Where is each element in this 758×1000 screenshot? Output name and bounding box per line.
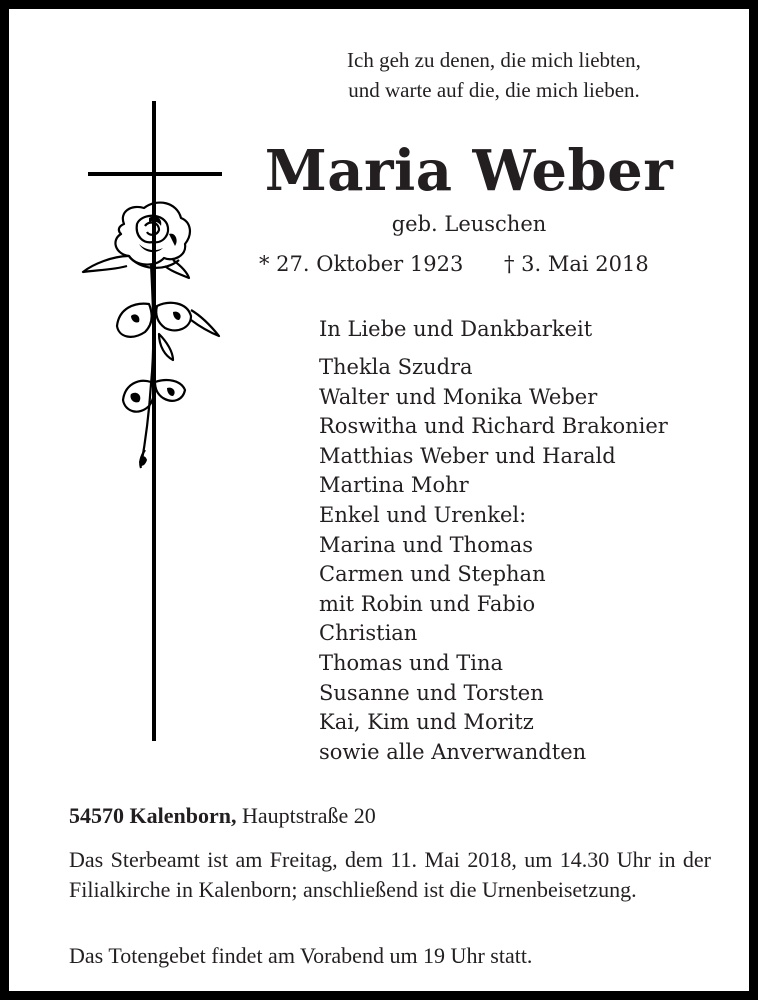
mourner-entry: Matthias Weber und Harald (319, 443, 616, 468)
mourning-intro: In Liebe und Dankbarkeit (319, 317, 593, 341)
postal-city: 54570 Kalenborn, (69, 803, 237, 828)
cross-with-rose-icon (69, 94, 239, 754)
deceased-name: Maria Weber (264, 138, 674, 204)
funeral-service-info: Das Sterbeamt ist am Freitag, dem 11. Mai 2018, um 14.30 Uhr in der Filialkirche in Kalenborn; anschließend ist die Urnenbeisetzung. (69, 847, 711, 902)
mourner-entry: mit Robin und Fabio (319, 591, 536, 616)
mourner-entry: Kai, Kim und Moritz (319, 710, 534, 735)
mourner-entry: Carmen und Stephan (319, 562, 546, 587)
death-date: † 3. Mai 2018 (504, 252, 649, 276)
motto-quote (249, 45, 739, 105)
motto-line: und warte auf die, die mich lieben. (348, 78, 640, 102)
life-dates (259, 249, 689, 279)
mourner-entry: Enkel und Urenkel: (319, 502, 527, 527)
mourner-entry: Walter und Monika Weber (319, 384, 598, 409)
mourner-entry: Martina Mohr (319, 473, 469, 498)
mourner-entry: Thekla Szudra (319, 355, 473, 379)
mourners-list (319, 353, 668, 767)
family-address (69, 801, 376, 831)
street: Hauptstraße 20 (236, 803, 376, 828)
maiden-name: geb. Leuschen (391, 212, 547, 236)
mourner-entry: Susanne und Torsten (319, 680, 544, 705)
mourner-entry: sowie alle Anverwandten (319, 739, 587, 764)
motto-line: Ich geh zu denen, die mich liebten, (347, 48, 641, 72)
mourner-entry: Roswitha und Richard Brakonier (319, 414, 668, 439)
mourner-entry: Marina und Thomas (319, 532, 534, 557)
mourner-entry: Christian (319, 621, 418, 646)
prayer-info: Das Totengebet findet am Vorabend um 19 Uhr statt. (69, 943, 533, 968)
mourner-entry: Thomas und Tina (319, 650, 503, 675)
birth-date: * 27. Oktober 1923 (259, 252, 464, 276)
